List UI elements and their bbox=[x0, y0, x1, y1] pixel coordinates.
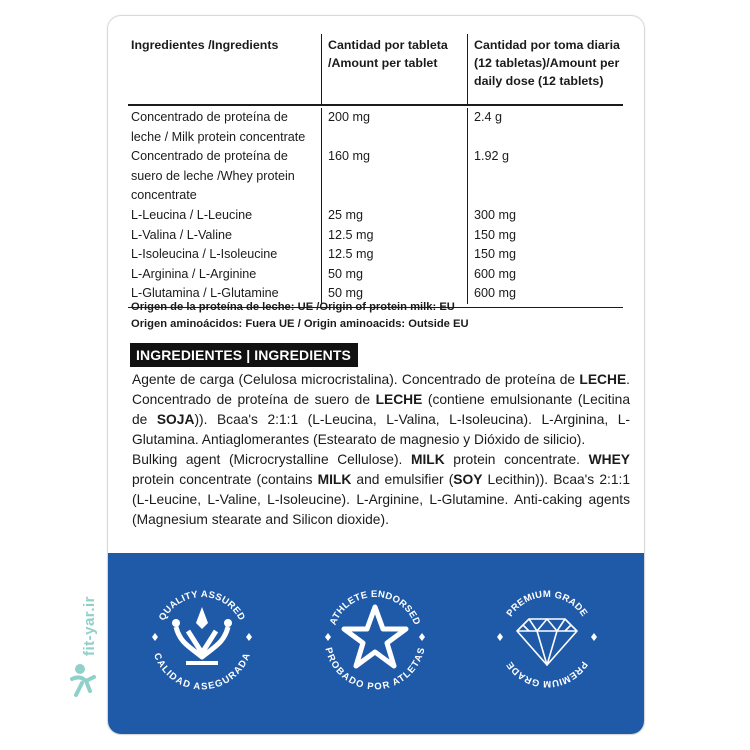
amount-per-daily: 150 mg bbox=[467, 226, 623, 246]
badges-band bbox=[108, 553, 644, 734]
header-per-daily: Cantidad por toma diaria (12 tabletas)/Amount per daily dose (12 tablets) bbox=[467, 34, 623, 104]
ingredient-name: L-Arginina / L-Arginine bbox=[131, 266, 257, 281]
text-span: Agente de carga (Celulosa microcristalina). Concentrado de proteína de bbox=[132, 372, 580, 387]
allergen-text: WHEY bbox=[588, 452, 630, 467]
allergen-text: SOY bbox=[453, 472, 483, 487]
allergen-text: LECHE bbox=[579, 372, 627, 387]
text-span: protein concentrate. bbox=[444, 452, 589, 467]
amount-per-daily: 600 mg bbox=[467, 265, 623, 285]
origin-milk-protein: Origen de la proteína de leche: UE /Origin of protein milk: EU bbox=[131, 301, 455, 313]
supplement-label bbox=[107, 15, 645, 735]
ingredient-name: Concentrado de proteína de leche / Milk protein concentrate bbox=[131, 110, 306, 144]
badge-top-text: QUALITY ASSURED bbox=[156, 588, 248, 623]
table-row bbox=[128, 147, 623, 206]
ingredient-name: L-Glutamina / L-Glutamine bbox=[131, 286, 279, 301]
badge-bottom-text: PREMIUM GRADE bbox=[504, 659, 590, 690]
origin-info bbox=[131, 299, 469, 332]
star-icon bbox=[344, 607, 406, 666]
badge-bottom-text: PROBADO POR ATLETAS bbox=[322, 646, 428, 693]
text-span: Lecithin)). Bcaa's 2:1:1 (L-Leucine, L-Valine, L-Isoleucine). L-Arginine, L-Glutamine. Anti-caking agents (Magnesium stearate and Silicon dioxide). bbox=[132, 472, 631, 527]
amount-per-daily: 600 mg bbox=[467, 284, 623, 304]
table-row bbox=[128, 108, 623, 147]
allergen-text: MILK bbox=[410, 452, 445, 467]
badge-top-text: PREMIUM GRADE bbox=[504, 588, 590, 619]
badge-top-text: ATHLETE ENDORSED bbox=[327, 588, 423, 627]
crown-icon bbox=[172, 607, 232, 663]
watermark-text: fit-yar.ir bbox=[81, 596, 98, 657]
amount-per-daily: 300 mg bbox=[467, 206, 623, 226]
table-header bbox=[128, 34, 623, 106]
ingredient-name: L-Valina / L-Valine bbox=[131, 227, 233, 242]
table-row bbox=[128, 226, 623, 246]
amount-per-tablet: 25 mg bbox=[321, 206, 467, 226]
amount-per-tablet: 160 mg bbox=[321, 147, 467, 206]
header-ingredients: Ingredientes /Ingredients bbox=[131, 38, 279, 52]
ingredients-text bbox=[132, 370, 630, 530]
table-body bbox=[128, 106, 623, 308]
amount-per-tablet: 200 mg bbox=[321, 108, 467, 147]
amount-per-daily: 1.92 g bbox=[467, 147, 623, 206]
premium-grade-badge bbox=[491, 583, 603, 695]
allergen-text: LECHE bbox=[375, 392, 423, 407]
diamond-icon bbox=[517, 619, 577, 665]
table-row bbox=[128, 245, 623, 265]
text-span: (contiene emulsionante (Lecitina de bbox=[132, 392, 630, 427]
origin-aminoacids: Origen aminoácidos: Fuera UE / Origin aminoacids: Outside EU bbox=[131, 317, 469, 330]
text-span: )). Bcaa's 2:1:1 (L-Leucina, L-Valina, L-Isoleucina). L-Arginina, L-Glutamina. Antiaglomerantes (Estearato de magnesio y Dióxido de silicio). bbox=[132, 412, 630, 447]
amount-per-tablet: 12.5 mg bbox=[321, 245, 467, 265]
amount-per-tablet: 50 mg bbox=[321, 284, 467, 304]
amount-per-tablet: 12.5 mg bbox=[321, 226, 467, 246]
ingredients-spanish bbox=[132, 370, 630, 450]
nutrition-table bbox=[128, 34, 623, 308]
text-span: Bulking agent (Microcrystalline Cellulose). bbox=[132, 452, 411, 467]
allergen-text: MILK bbox=[317, 472, 352, 487]
ingredient-name: L-Leucina / L-Leucine bbox=[131, 207, 253, 222]
text-span: and emulsifier ( bbox=[351, 472, 454, 487]
ingredient-name: Concentrado de proteína de suero de leche /Whey protein concentrate bbox=[131, 149, 295, 203]
table-row bbox=[128, 206, 623, 226]
amount-per-daily: 2.4 g bbox=[467, 108, 623, 147]
ingredients-english bbox=[132, 450, 630, 530]
table-row bbox=[128, 265, 623, 285]
ingredient-name: L-Isoleucina / L-Isoleucine bbox=[131, 247, 278, 262]
text-span: protein concentrate (contains bbox=[132, 472, 318, 487]
header-per-tablet: Cantidad por tableta /Amount per tablet bbox=[321, 34, 467, 104]
quality-assured-badge bbox=[146, 583, 258, 695]
badge-bottom-text: CALIDAD ASEGURADA bbox=[151, 651, 253, 693]
svg-text:PREMIUM GRADE bbox=[505, 589, 590, 619]
ingredients-heading: INGREDIENTES | INGREDIENTS bbox=[130, 343, 358, 367]
allergen-text: SOJA bbox=[156, 412, 195, 427]
amount-per-daily: 150 mg bbox=[467, 245, 623, 265]
text-span: . Concentrado de proteína de suero de bbox=[132, 372, 630, 407]
athlete-endorsed-badge bbox=[319, 583, 431, 695]
amount-per-tablet: 50 mg bbox=[321, 265, 467, 285]
